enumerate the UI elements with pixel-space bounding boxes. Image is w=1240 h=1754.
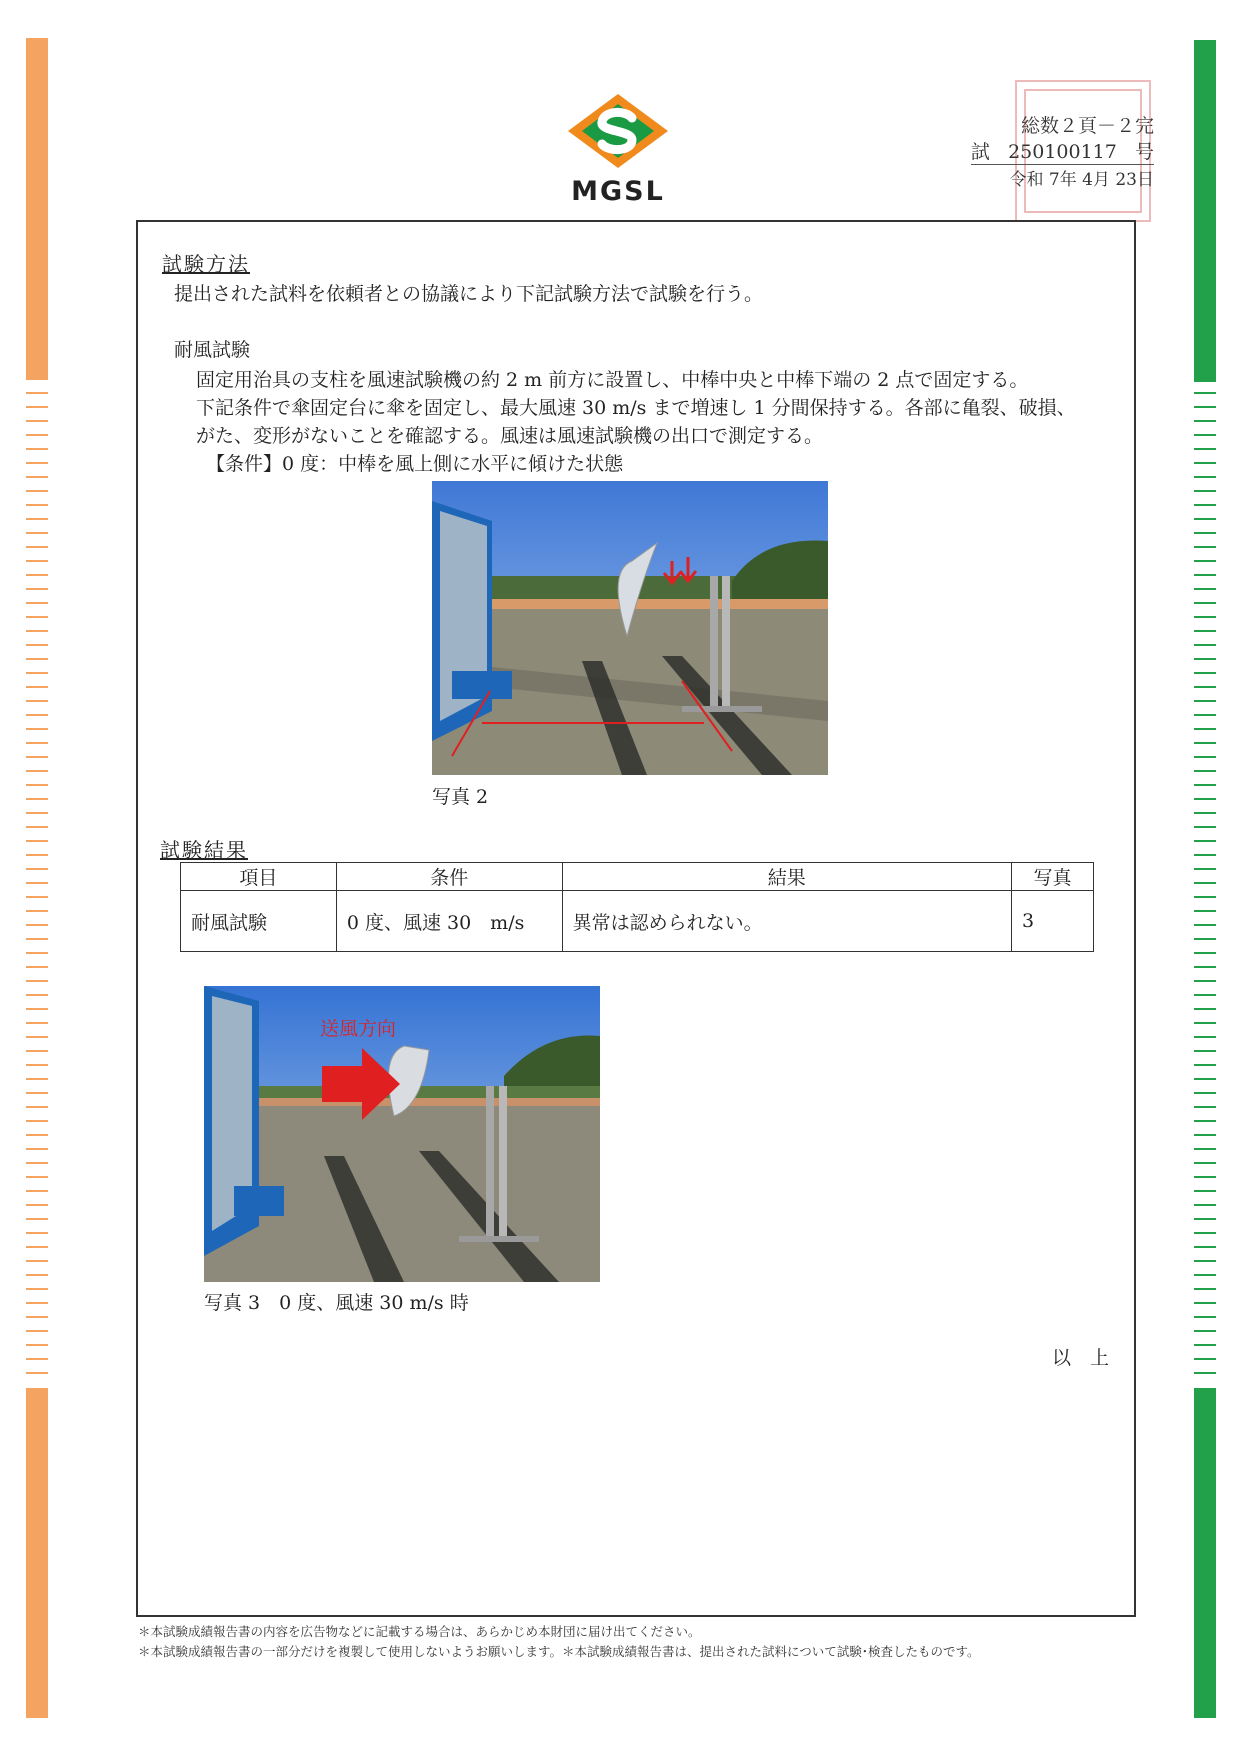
test-number-line: [971, 137, 1154, 165]
logo-text: MGSL: [571, 176, 665, 207]
column-header-item: 項目: [181, 863, 337, 891]
left-border-strip-bottom: [26, 1388, 48, 1718]
method-intro: 提出された試料を依頼者との協議により下記試験方法で試験を行う。: [174, 283, 764, 305]
left-border-strip-top: [26, 38, 48, 380]
photo-3-caption: 写真 3 0 度、風速 30 m/s 時: [204, 1292, 469, 1314]
photo-2-caption: 写真 2: [432, 786, 489, 808]
cell-item: 耐風試験: [181, 891, 337, 952]
left-border-strip-middle: [26, 392, 48, 1384]
method-line-3: がた、変形がないことを確認する。風速は風速試験機の出口で測定する。: [196, 425, 824, 447]
report-date: 令和 7年 4月 23日: [1009, 170, 1154, 190]
right-border-strip-bottom: [1194, 1388, 1216, 1718]
wind-test-subheading: 耐風試験: [174, 339, 251, 361]
column-header-result: 結果: [562, 863, 1011, 891]
condition-line: 【条件】0 度：中棒を風上側に水平に傾けた状態: [206, 453, 624, 475]
closing-mark: 以 上: [1052, 1347, 1110, 1369]
test-number: 250100117: [1008, 141, 1117, 163]
footer-note-2: ＊本試験成績報告書の一部分だけを複製して使用しないようお願いします。＊本試験成績報告書は、提出された試料について試験･検査したものです。: [138, 1644, 980, 1659]
test-label: 試: [970, 141, 990, 163]
page-count: 総数２頁－２完: [1020, 115, 1154, 137]
logo-mark-icon: [566, 92, 670, 170]
footer-note-1: ＊本試験成績報告書の内容を広告物などに記載する場合は、あらかじめ本財団に届け出てください。: [138, 1624, 701, 1639]
photo-2: [432, 481, 828, 775]
method-heading: 試験方法: [162, 252, 250, 276]
column-header-photo: 写真: [1012, 863, 1094, 891]
table-header-row: [181, 863, 1094, 891]
right-border-strip-top: [1194, 40, 1216, 382]
table-row: [181, 891, 1094, 952]
wind-direction-label: 送風方向: [320, 1018, 397, 1040]
method-line-1: 固定用治具の支柱を風速試験機の約 2 m 前方に設置し、中棒中央と中棒下端の 2 点で固定する。: [196, 369, 1029, 391]
number-suffix: 号: [1134, 141, 1154, 163]
cell-condition: 0 度、風速 30 m/s: [336, 891, 562, 952]
column-header-condition: 条件: [336, 863, 562, 891]
cell-result: 異常は認められない。: [562, 891, 1011, 952]
results-table: [180, 862, 1094, 952]
right-border-strip-middle: [1194, 392, 1216, 1384]
cell-photo: 3: [1012, 891, 1094, 952]
mgsl-logo: [563, 92, 673, 207]
photo-3: [204, 986, 600, 1282]
method-line-2: 下記条件で傘固定台に傘を固定し、最大風速 30 m/s まで増速し 1 分間保持する。各部に亀裂、破損、: [196, 397, 1076, 419]
results-heading: 試験結果: [160, 838, 248, 862]
